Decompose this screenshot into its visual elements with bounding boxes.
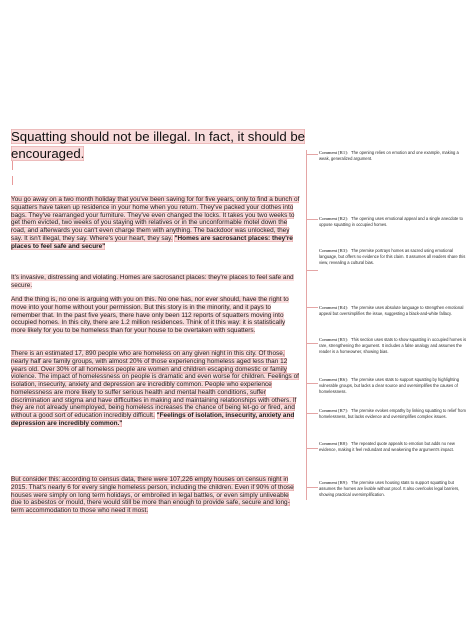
title-highlight: Squatting should not be illegal. In fact, it should be encouraged. xyxy=(11,129,305,161)
paragraph-text: It's invasive, distressing and violating. Homes are sacrosanct places: they're places to feel safe and secure. xyxy=(11,274,294,289)
comment-connector xyxy=(306,343,318,344)
paragraph-text: But consider this: according to census data, there were 107,226 empty houses on census night in 2015. That's nearly 6 for every single homeless person, including the children. Even if 90% of those houses were simply on long term holidays, or embroiled in legal battles, or even simply unliveable due to asbestos or mould, there would still be more than enough to provide safe, secure and long-term accommodation to those who need it most. xyxy=(11,476,294,514)
comment-text: The premise uses absolute language to strengthen emotional appeal but oversimplifies the issue, suggesting a black-and-white fallacy. xyxy=(319,305,464,317)
comment-r3[interactable] xyxy=(319,248,469,267)
comment-r6[interactable] xyxy=(319,377,469,396)
comment-text: The opening relies on emotion and one example, making a weak, generalized argument. xyxy=(319,150,459,162)
comment-text: The premise portrays homes as sacred using emotional language, but offers no evidence for this claim. It assumes all readers share this view, revealing a cultural bias. xyxy=(319,248,466,266)
comment-tag: Comment [R1]: xyxy=(319,150,348,155)
paragraph-text: And the thing is, no one is arguing with you on this. No one has, nor ever should, have the right to move into your home without your permission. But this story is in the minority, and it pays to remember that. In the past five years, there have only been 112 reports of squatters moving into occupied homes. In this city, there are 1.2 million residences. Think of it this way: it is statistically more likely for you to be homeless than for your house to be overtaken with squatters. xyxy=(11,296,289,334)
paragraph-invasive xyxy=(11,274,301,290)
comment-connector-rail xyxy=(306,150,307,500)
comment-r9[interactable] xyxy=(319,480,469,499)
paragraph-holiday xyxy=(11,196,301,250)
comment-r2[interactable] xyxy=(319,216,469,228)
comment-r7[interactable] xyxy=(319,408,469,420)
comment-tag: Comment [R4]: xyxy=(319,305,348,310)
comment-r8[interactable] xyxy=(319,441,469,453)
comment-text: The repeated quote appeals to emotion but adds no new evidence, making it feel redundant and weakening the argument's impact. xyxy=(319,441,455,453)
pull-quote-isolation: "Feelings of isolation, insecurity, anxiety and depression are incredibly common." xyxy=(11,412,295,427)
comment-text: The opening uses emotional appeal and a single anecdote to oppose squatting in occupied homes. xyxy=(319,216,463,228)
comment-r5[interactable] xyxy=(319,337,469,356)
comment-connector xyxy=(306,219,318,220)
comment-r4[interactable] xyxy=(319,305,469,317)
document-title xyxy=(11,128,309,162)
comment-text: The premise uses housing stats to support squatting but assumes the homes are livable without proof. It also overlooks legal barriers, showing practical oversimplification. xyxy=(319,480,460,498)
comment-tag: Comment [R7]: xyxy=(319,408,348,413)
comment-text: The premise evokes empathy by linking squatting to relief from homelessness, but lacks evidence and oversimplifies complex issues. xyxy=(319,408,466,420)
comment-connector xyxy=(306,270,318,271)
comment-connector xyxy=(306,383,318,384)
text-cursor xyxy=(12,176,13,185)
paragraph-text: There is an estimated 17, 890 people who are homeless on any given night in this city. Of those, nearly half are family groups, with almost 20% of those experiencing homeless aged less than 12 years old. Over 30% of all homeless people are women and children escaping domestic or family violence. The impact of homelessness on people is dramatic and even worse for children. Feelings of isolation, insecurity, anxiety and depression are incredibly common. People who experience homelessness are more likely to suffer serious health and mental health conditions, suffer discrimination and stigma and have difficulties in making and maintaining relationships with others. If they are not already unemployed, being homeless increases the chance of being let-go or fired, and without a good sort of education incredibly difficult. xyxy=(11,350,299,419)
comment-tag: Comment [R6]: xyxy=(319,377,348,382)
comment-connector xyxy=(306,448,318,449)
comment-connector xyxy=(306,413,318,414)
comment-connector xyxy=(306,154,318,155)
paragraph-minority xyxy=(11,296,301,335)
comment-tag: Comment [R3]: xyxy=(319,248,348,253)
comment-tag: Comment [R9]: xyxy=(319,480,348,485)
comment-connector xyxy=(306,307,318,308)
paragraph-homeless-stats xyxy=(11,350,301,428)
paragraph-census xyxy=(11,476,301,515)
comment-text: The premise uses stats to support squatting by highlighting vulnerable groups, but lacks a clear source and oversimplifies the causes of homelessness. xyxy=(319,377,459,395)
comment-r1[interactable] xyxy=(319,150,469,162)
comment-tag: Comment [R2]: xyxy=(319,216,348,221)
comment-text: This section uses stats to show squatting in occupied homes is rare, strengthening the argument. It includes a false analogy and assumes the reader is a homeowner, showing bias. xyxy=(319,337,467,355)
comment-tag: Comment [R5]: xyxy=(319,337,348,342)
comment-tag: Comment [R8]: xyxy=(319,441,348,446)
paragraph-text: You go away on a two month holiday that you've been saving for for five years, only to find a bunch of squatters have taken up residence in your home when you return. They've packed your clothes into bags. They've rearranged your furniture. They've even changed the locks. It takes you two weeks to get them evicted, two weeks of you staying with relatives or in the unconformable motel down the road, and afterwards you can't even charge them with anything. The backdoor was unlocked, they say. It isn't illegal, they say. Where's your heart, they say. xyxy=(11,196,300,242)
pull-quote-homes: "Homes are sacrosanct places: they're places to feel safe and secure" xyxy=(11,234,293,250)
comment-connector xyxy=(306,487,318,488)
text-cursor xyxy=(12,161,13,170)
